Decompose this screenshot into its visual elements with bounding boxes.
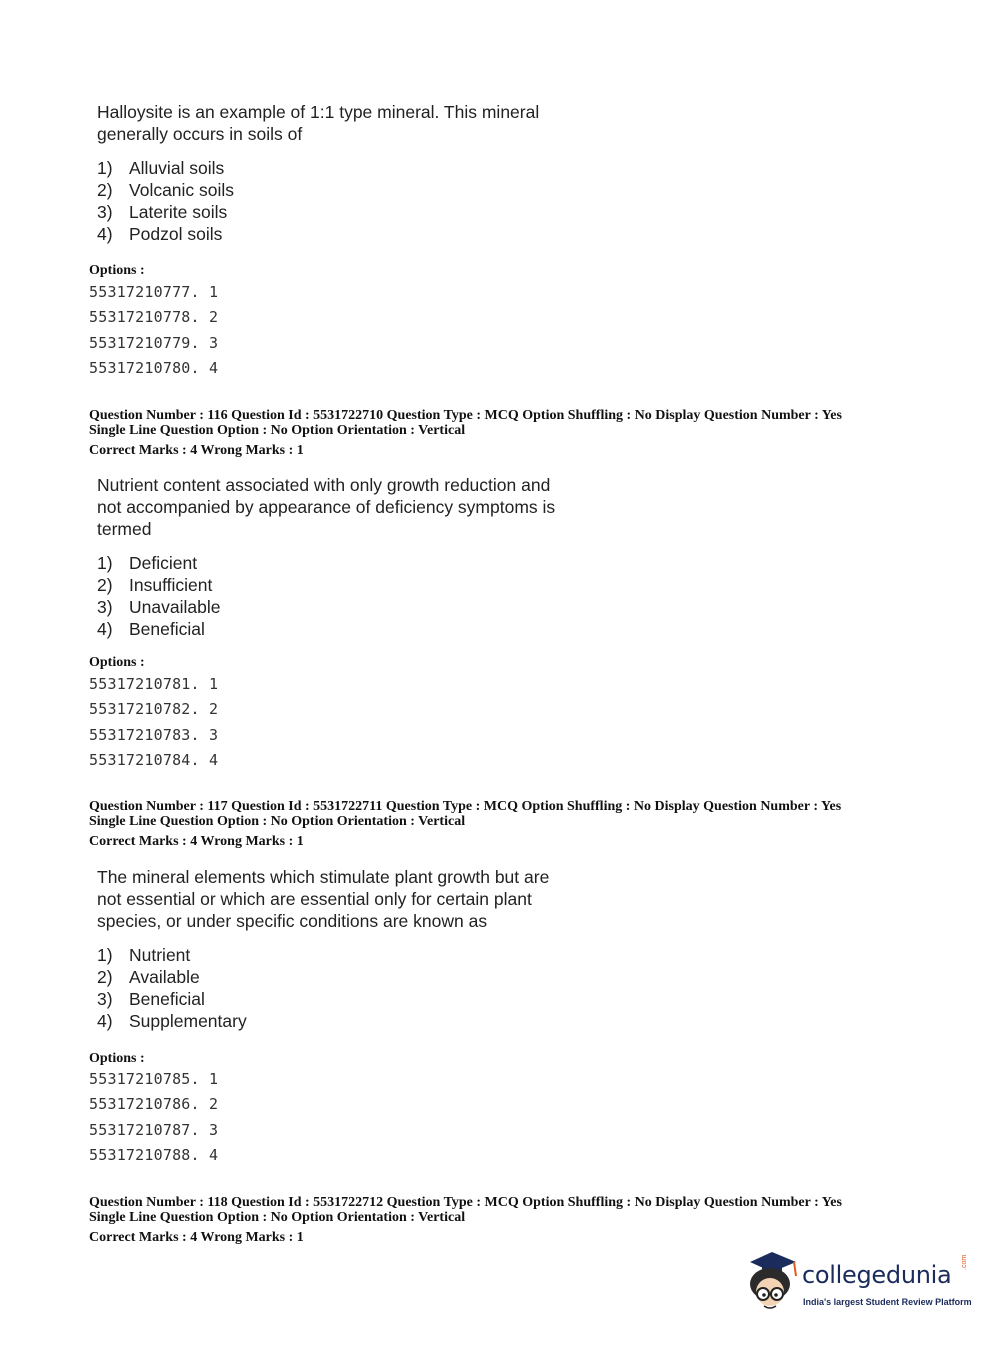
option-item: 2) Available bbox=[97, 967, 200, 987]
option-item: 4) Supplementary bbox=[97, 1011, 247, 1031]
option-item: 1) Alluvial soils bbox=[97, 158, 225, 178]
option-id: 55317210788. 4 bbox=[89, 1145, 219, 1164]
option-id: 55317210787. 3 bbox=[89, 1120, 219, 1139]
question-meta-line: Single Line Question Option : No Option Orientation : Vertical bbox=[89, 1210, 466, 1225]
question-options bbox=[97, 157, 539, 245]
question-117-meta bbox=[89, 799, 841, 849]
option-item: 4) Beneficial bbox=[97, 619, 205, 639]
option-ids bbox=[89, 280, 218, 381]
question-stem: Halloysite is an example of 1:1 type mineral. This mineral generally occurs in soils of bbox=[97, 102, 540, 144]
option-id: 55317210777. 1 bbox=[89, 283, 219, 301]
question-meta-line: Question Number : 116 Question Id : 5531722710 Question Type : MCQ Option Shuffling : No Display Question Number : Yes bbox=[89, 408, 842, 423]
logo-domain-suffix: .com bbox=[961, 1254, 968, 1270]
option-item: 1) Nutrient bbox=[97, 945, 191, 965]
question-options bbox=[97, 552, 555, 640]
question-marks: Correct Marks : 4 Wrong Marks : 1 bbox=[89, 834, 304, 849]
question-meta-line: Question Number : 117 Question Id : 5531722711 Question Type : MCQ Option Shuffling : No Display Question Number : Yes bbox=[89, 799, 842, 814]
logo-tagline: India's largest Student Review Platform bbox=[803, 1297, 972, 1307]
question-116-image bbox=[97, 474, 555, 640]
option-item: 3) Laterite soils bbox=[97, 202, 228, 222]
option-id: 55317210786. 2 bbox=[89, 1095, 219, 1114]
question-meta-line: Question Number : 118 Question Id : 5531722712 Question Type : MCQ Option Shuffling : No Display Question Number : Yes bbox=[89, 1195, 842, 1210]
question-marks: Correct Marks : 4 Wrong Marks : 1 bbox=[89, 1230, 304, 1245]
option-id: 55317210781. 1 bbox=[89, 675, 219, 693]
collegedunia-logo bbox=[742, 1248, 972, 1318]
options-label: Options : bbox=[89, 1051, 145, 1066]
option-item: 3) Unavailable bbox=[97, 597, 221, 617]
question-118-meta bbox=[89, 1195, 842, 1245]
question-116-meta bbox=[89, 408, 842, 458]
option-id: 55317210784. 4 bbox=[89, 750, 219, 769]
question-stem: Nutrient content associated with only growth reduction and not accompanied by appearance of deficiency symptoms is termed bbox=[97, 475, 556, 539]
question-stem: The mineral elements which stimulate plant growth but are not essential or which are essential only for certain plant species, or under specific conditions are known as bbox=[97, 867, 550, 931]
option-ids bbox=[89, 1067, 218, 1168]
option-id: 55317210785. 1 bbox=[89, 1070, 219, 1088]
option-id: 55317210783. 3 bbox=[89, 725, 219, 744]
option-item: 2) Insufficient bbox=[97, 575, 213, 595]
mascot-icon bbox=[742, 1248, 804, 1318]
question-meta-line: Single Line Question Option : No Option Orientation : Vertical bbox=[89, 814, 466, 829]
option-item: 3) Beneficial bbox=[97, 989, 205, 1009]
option-id: 55317210779. 3 bbox=[89, 333, 219, 352]
question-options bbox=[97, 944, 549, 1032]
question-meta-line: Single Line Question Option : No Option Orientation : Vertical bbox=[89, 423, 466, 438]
option-id: 55317210778. 2 bbox=[89, 308, 219, 327]
option-id: 55317210780. 4 bbox=[89, 358, 219, 377]
question-117-image bbox=[97, 866, 549, 1032]
options-label: Options : bbox=[89, 263, 145, 278]
option-id: 55317210782. 2 bbox=[89, 700, 219, 719]
logo-wordmark: collegedunia bbox=[802, 1261, 952, 1289]
option-ids bbox=[89, 672, 218, 773]
option-item: 1) Deficient bbox=[97, 553, 198, 573]
options-label: Options : bbox=[89, 655, 145, 670]
option-item: 2) Volcanic soils bbox=[97, 180, 235, 200]
question-115-image bbox=[97, 101, 539, 245]
option-item: 4) Podzol soils bbox=[97, 224, 223, 244]
question-marks: Correct Marks : 4 Wrong Marks : 1 bbox=[89, 443, 304, 458]
